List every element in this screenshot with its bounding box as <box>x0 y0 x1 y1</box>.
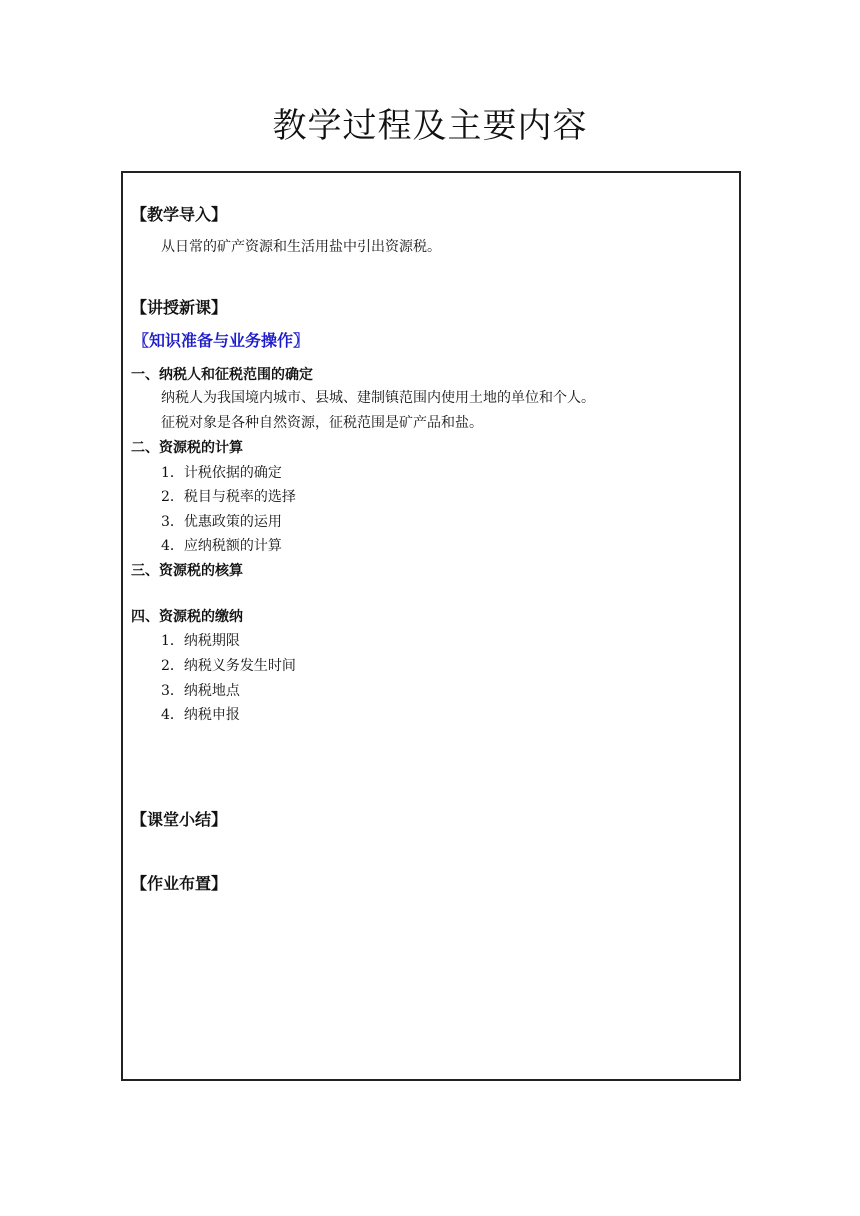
intro-text: 从日常的矿产资源和生活用盐中引出资源税。 <box>161 239 441 255</box>
section-2-heading: 二、资源税的计算 <box>131 440 243 456</box>
section-2-item-1: 1．计税依据的确定 <box>161 465 282 481</box>
section-1-line-2: 征税对象是各种自然资源，征税范围是矿产品和盐。 <box>161 415 483 431</box>
homework-heading: 【作业布置】 <box>131 874 228 893</box>
intro-heading: 【教学导入】 <box>131 205 228 224</box>
section-1-line-1: 纳税人为我国境内城市、县城、建制镇范围内使用土地的单位和个人。 <box>161 390 595 406</box>
section-4-item-2: 2．纳税义务发生时间 <box>161 658 296 674</box>
section-2-item-3: 3．优惠政策的运用 <box>161 514 282 530</box>
lecture-subheading: 〖知识准备与业务操作〗 <box>133 331 310 350</box>
content-box <box>121 171 741 1081</box>
section-4-item-4: 4．纳税申报 <box>161 707 240 723</box>
lecture-heading: 【讲授新课】 <box>131 298 228 317</box>
section-2-item-4: 4．应纳税额的计算 <box>161 538 282 554</box>
page-title: 教学过程及主要内容 <box>272 106 588 146</box>
section-4-item-3: 3．纳税地点 <box>161 683 240 699</box>
section-1-heading: 一、纳税人和征税范围的确定 <box>131 367 313 383</box>
summary-heading: 【课堂小结】 <box>131 810 228 829</box>
section-2-item-2: 2．税目与税率的选择 <box>161 489 296 505</box>
section-3-heading: 三、资源税的核算 <box>131 563 243 579</box>
section-4-item-1: 1．纳税期限 <box>161 633 240 649</box>
section-4-heading: 四、资源税的缴纳 <box>131 609 243 625</box>
